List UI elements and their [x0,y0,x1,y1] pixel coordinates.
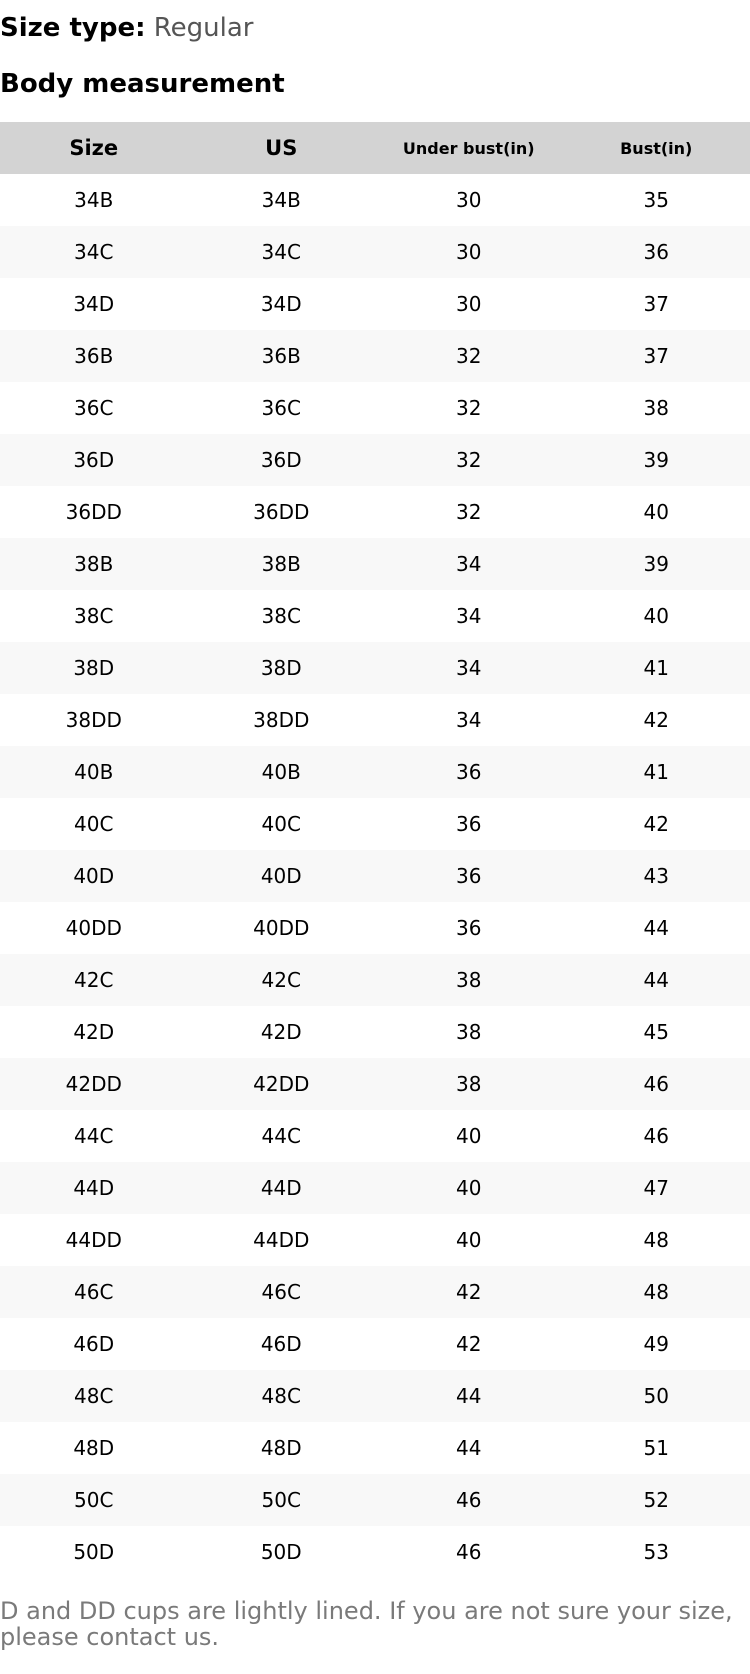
table-row [0,1318,750,1370]
cell-bust: 40 [643,500,669,524]
header-under-bust: Under bust(in) [375,122,563,174]
cell-bust: 42 [643,708,669,732]
cell-bust: 52 [643,1488,669,1512]
cell-us: 34D [260,292,302,316]
table-row [0,1162,750,1214]
cell-size: 38DD [65,708,122,732]
cell-size: 38D [73,656,115,680]
table-row [0,538,750,590]
cell-us: 40B [261,760,301,784]
cell-bust: 44 [643,916,669,940]
cell-under-bust: 36 [456,916,482,940]
table-row [0,746,750,798]
cell-bust: 39 [643,448,669,472]
cell-under-bust: 36 [456,864,482,888]
table-row [0,1058,750,1110]
cell-us: 40C [261,812,301,836]
cell-us: 36B [261,344,301,368]
table-row [0,902,750,954]
table-row [0,798,750,850]
cell-size: 46C [74,1280,114,1304]
table-row [0,1526,750,1578]
cell-under-bust: 44 [456,1436,482,1460]
cell-us: 50D [260,1540,302,1564]
cell-size: 36B [74,344,114,368]
cell-under-bust: 40 [456,1176,482,1200]
cell-us: 38D [260,656,302,680]
cell-under-bust: 32 [456,396,482,420]
cell-size: 40C [74,812,114,836]
table-row [0,850,750,902]
table-row [0,954,750,1006]
table-row [0,1422,750,1474]
cell-bust: 46 [643,1072,669,1096]
cell-bust: 37 [643,344,669,368]
header-us: US [188,122,376,174]
cell-under-bust: 32 [456,448,482,472]
cell-bust: 48 [643,1280,669,1304]
cell-size: 38B [74,552,114,576]
cell-us: 38C [261,604,301,628]
header-row [0,122,750,174]
cell-bust: 49 [643,1332,669,1356]
cell-size: 36D [73,448,115,472]
table-row [0,382,750,434]
cell-us: 42D [260,1020,302,1044]
cell-us: 50C [261,1488,301,1512]
table-header [0,122,750,174]
header-size: Size [0,122,188,174]
cell-us: 38B [261,552,301,576]
cell-us: 42C [261,968,301,992]
cell-bust: 50 [643,1384,669,1408]
cell-under-bust: 36 [456,760,482,784]
cell-size: 48C [74,1384,114,1408]
table-row [0,278,750,330]
table-row [0,1214,750,1266]
cell-under-bust: 32 [456,500,482,524]
cell-bust: 43 [643,864,669,888]
cell-us: 44D [260,1176,302,1200]
cell-size: 42C [74,968,114,992]
cell-under-bust: 30 [456,292,482,316]
cell-us: 44DD [253,1228,310,1252]
cell-size: 40B [74,760,114,784]
table-row [0,1006,750,1058]
cell-under-bust: 42 [456,1280,482,1304]
cell-size: 40D [73,864,115,888]
section-title: Body measurement [0,69,285,99]
table-row [0,330,750,382]
size-type-value: Regular [153,13,254,43]
cell-size: 34B [74,188,114,212]
cell-bust: 37 [643,292,669,316]
cell-size: 44D [73,1176,115,1200]
table-row [0,174,750,226]
table-row [0,434,750,486]
cell-bust: 36 [643,240,669,264]
size-type [0,10,253,46]
cell-us: 34B [261,188,301,212]
cell-size: 46D [73,1332,115,1356]
cell-us: 44C [261,1124,301,1148]
cell-us: 40D [260,864,302,888]
cell-under-bust: 34 [456,552,482,576]
cell-under-bust: 34 [456,656,482,680]
cell-bust: 40 [643,604,669,628]
cell-bust: 45 [643,1020,669,1044]
cell-us: 48C [261,1384,301,1408]
cell-bust: 41 [643,760,669,784]
cell-under-bust: 34 [456,604,482,628]
table-row [0,486,750,538]
cell-size: 36C [74,396,114,420]
cell-under-bust: 46 [456,1540,482,1564]
cell-bust: 42 [643,812,669,836]
cell-under-bust: 42 [456,1332,482,1356]
cell-under-bust: 36 [456,812,482,836]
cell-under-bust: 40 [456,1228,482,1252]
cell-under-bust: 38 [456,1020,482,1044]
cell-size: 42DD [65,1072,122,1096]
cell-us: 38DD [253,708,310,732]
table-row [0,1474,750,1526]
cell-under-bust: 44 [456,1384,482,1408]
cell-under-bust: 34 [456,708,482,732]
table-body [0,174,750,1578]
cell-under-bust: 38 [456,968,482,992]
cell-bust: 47 [643,1176,669,1200]
cell-bust: 53 [643,1540,669,1564]
table-row [0,1266,750,1318]
table-row [0,1370,750,1422]
size-chart-table [0,122,750,1578]
cell-under-bust: 38 [456,1072,482,1096]
cell-us: 36C [261,396,301,420]
table-row [0,226,750,278]
cell-size: 50D [73,1540,115,1564]
cell-bust: 35 [643,188,669,212]
cell-us: 48D [260,1436,302,1460]
table-row [0,642,750,694]
cell-size: 44C [74,1124,114,1148]
size-type-label: Size type: [0,13,146,43]
cell-us: 42DD [253,1072,310,1096]
cell-size: 42D [73,1020,115,1044]
table-row [0,1110,750,1162]
cell-bust: 51 [643,1436,669,1460]
cell-size: 38C [74,604,114,628]
header-bust: Bust(in) [563,122,750,174]
cell-bust: 41 [643,656,669,680]
cell-size: 48D [73,1436,115,1460]
cell-bust: 48 [643,1228,669,1252]
cell-bust: 46 [643,1124,669,1148]
cell-under-bust: 32 [456,344,482,368]
cell-bust: 39 [643,552,669,576]
cell-us: 46C [261,1280,301,1304]
cell-size: 50C [74,1488,114,1512]
cell-under-bust: 40 [456,1124,482,1148]
cell-us: 36DD [253,500,310,524]
cell-us: 34C [261,240,301,264]
cell-us: 46D [260,1332,302,1356]
cell-size: 34C [74,240,114,264]
cell-under-bust: 30 [456,240,482,264]
cell-us: 36D [260,448,302,472]
cell-size: 40DD [65,916,122,940]
cell-bust: 44 [643,968,669,992]
cell-bust: 38 [643,396,669,420]
cell-size: 36DD [65,500,122,524]
cell-under-bust: 46 [456,1488,482,1512]
table-row [0,694,750,746]
cell-size: 44DD [65,1228,122,1252]
cell-size: 34D [73,292,115,316]
cell-under-bust: 30 [456,188,482,212]
footnote: D and DD cups are lightly lined. If you are not sure your size, please contact us. [0,1597,733,1651]
table-row [0,590,750,642]
cell-us: 40DD [253,916,310,940]
